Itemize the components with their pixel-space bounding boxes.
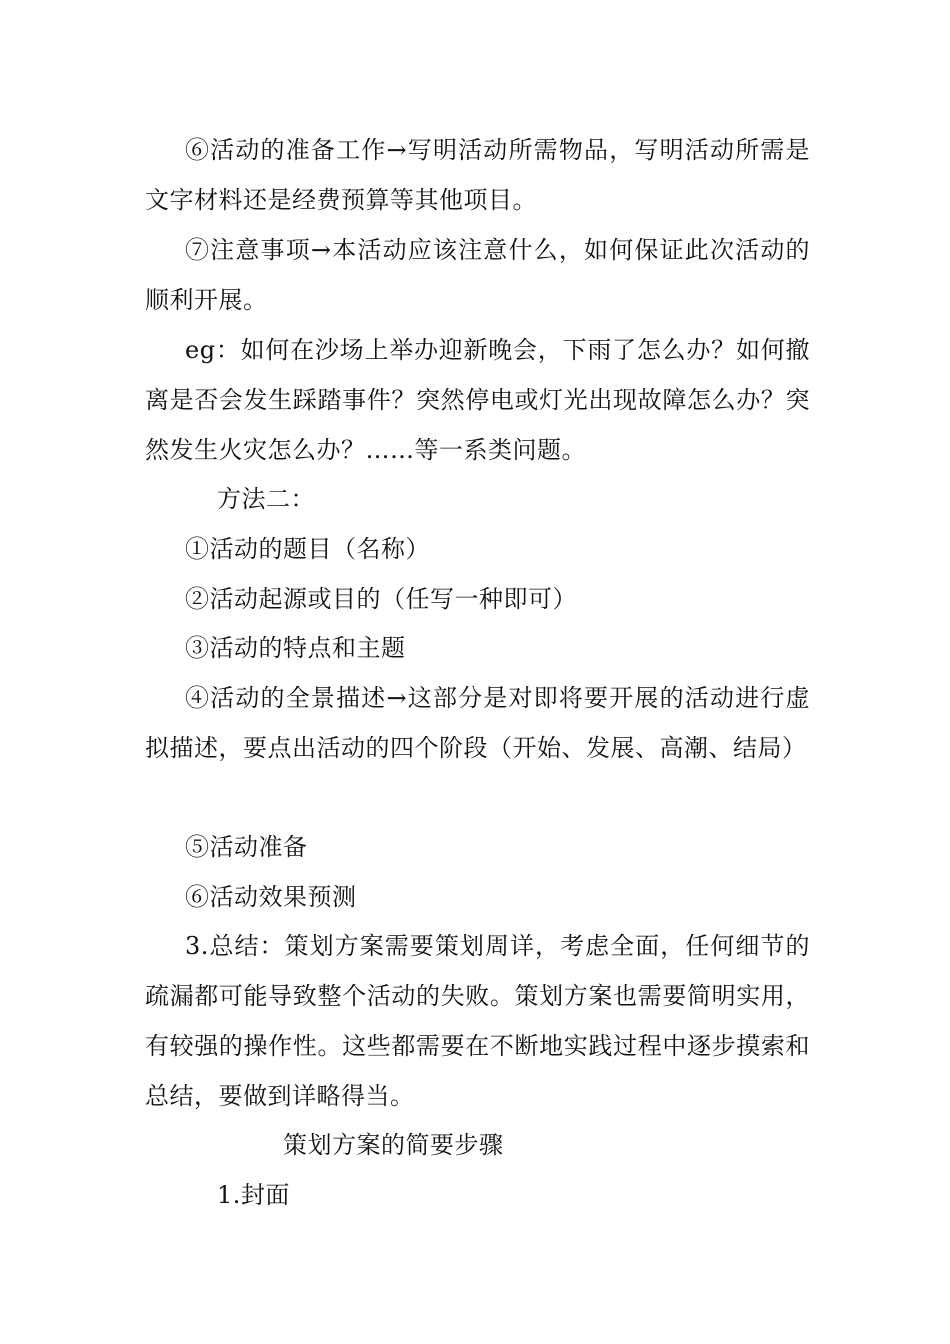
- list-item-preparation: ⑤活动准备: [185, 833, 308, 861]
- list-item-description: ④活动的全景描述→这部分是对即将要开展的活动进行虚拟描述，要点出活动的四个阶段（开始、发展、高潮、结局）: [145, 684, 810, 762]
- paragraph-precautions: ⑦注意事项→本活动应该注意什么，如何保证此次活动的顺利开展。: [145, 236, 810, 314]
- list-item-title: ①活动的题目（名称）: [185, 535, 430, 563]
- list-item-forecast: ⑥活动效果预测: [185, 883, 357, 911]
- list-item-features: ③活动的特点和主题: [185, 634, 406, 662]
- paragraph-method-two: 方法二：: [217, 485, 315, 513]
- list-item-origin: ②活动起源或目的（任写一种即可）: [185, 585, 577, 613]
- paragraph-summary: 3.总结：策划方案需要策划周详，考虑全面，任何细节的疏漏都可能导致整个活动的失败。策划方案也需要简明实用，有较强的操作性。这些都需要在不断地实践过程中逐步摸索和总结，要做到详略得当。: [145, 932, 810, 1110]
- list-item-cover: 1.封面: [217, 1181, 290, 1209]
- paragraph-example: eg：如何在沙场上举办迎新晚会，下雨了怎么办？如何撤离是否会发生踩踏事件？突然停电或灯光出现故障怎么办？突然发生火灾怎么办？……等一系类问题。: [145, 336, 810, 464]
- section-heading: 策划方案的简要步骤: [283, 1131, 504, 1159]
- paragraph-preparation: ⑥活动的准备工作→写明活动所需物品，写明活动所需是文字材料还是经费预算等其他项目。: [145, 136, 810, 214]
